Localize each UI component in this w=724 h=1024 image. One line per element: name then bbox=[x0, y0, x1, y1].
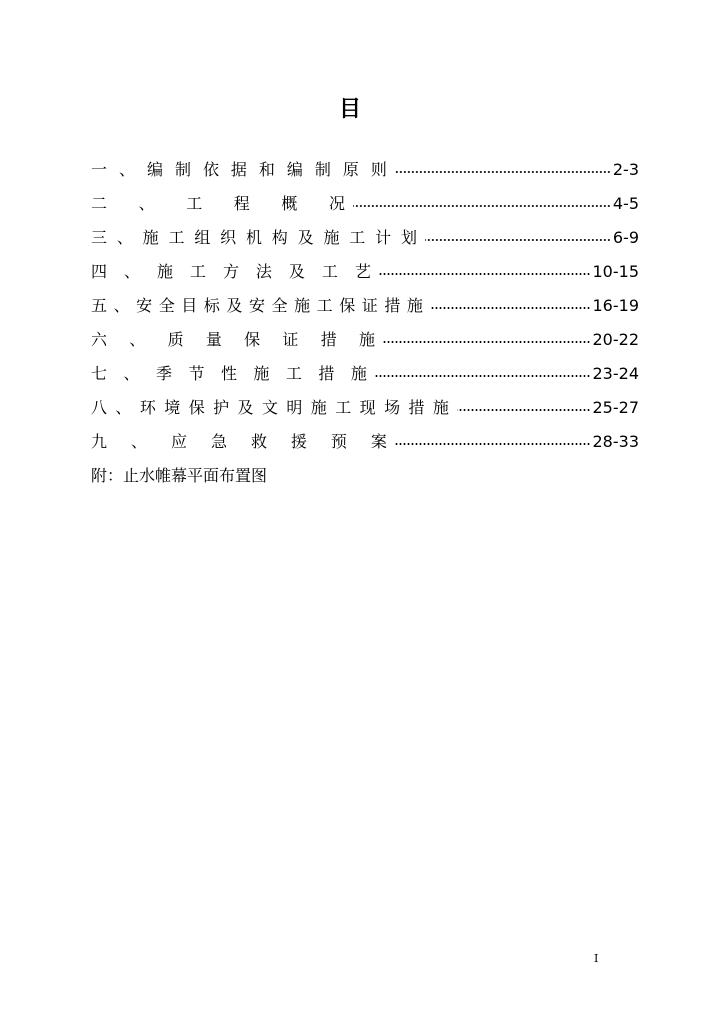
toc-entry-page: 6-9 bbox=[612, 228, 639, 247]
toc-entry[interactable] bbox=[91, 259, 639, 293]
toc-entry-label: 二 、 工 程 概 况 bbox=[91, 194, 345, 213]
toc-entry-page: 23-24 bbox=[592, 364, 639, 383]
toc-entry[interactable] bbox=[91, 395, 639, 429]
toc-entry[interactable] bbox=[91, 429, 639, 463]
toc-leader-dots bbox=[383, 327, 591, 345]
toc-leader-dots bbox=[431, 293, 591, 311]
toc-entry[interactable] bbox=[91, 361, 639, 395]
appendix-entry[interactable]: 附：止水帷幕平面布置图 bbox=[91, 466, 268, 485]
toc-leader-dots bbox=[425, 225, 611, 243]
toc-entry-page: 4-5 bbox=[612, 194, 639, 213]
toc-leader-dots bbox=[395, 429, 591, 447]
toc-entry-label: 八 、 环 境 保 护 及 文 明 施 工 现 场 措 施 bbox=[91, 398, 449, 417]
toc-leader-dots bbox=[395, 157, 611, 175]
toc-entry-label: 一 、 编 制 依 据 和 编 制 原 则 bbox=[91, 160, 387, 179]
toc-leader-dots bbox=[457, 395, 591, 413]
toc-entry-page: 10-15 bbox=[592, 262, 639, 281]
toc-entry[interactable] bbox=[91, 293, 639, 327]
toc-entry-page: 16-19 bbox=[592, 296, 639, 315]
toc-entry-label: 九 、 应 急 救 援 预 案 bbox=[91, 432, 387, 451]
toc-entry-page: 20-22 bbox=[592, 330, 639, 349]
toc-leader-dots bbox=[375, 361, 591, 379]
toc-entry-label: 三 、 施 工 组 织 机 构 及 施 工 计 划 bbox=[91, 228, 417, 247]
toc-entry[interactable] bbox=[91, 157, 639, 191]
toc-entry[interactable] bbox=[91, 327, 639, 361]
toc-leader-dots bbox=[379, 259, 591, 277]
table-of-contents bbox=[91, 157, 639, 493]
toc-entry-label: 四 、 施 工 方 法 及 工 艺 bbox=[91, 262, 371, 281]
toc-entry-page: 25-27 bbox=[592, 398, 639, 417]
toc-entry-label: 五 、 安 全 目 标 及 安 全 施 工 保 证 措 施 bbox=[91, 296, 423, 315]
toc-entry-label: 七 、 季 节 性 施 工 措 施 bbox=[91, 364, 367, 383]
toc-entry-label: 六 、 质 量 保 证 措 施 bbox=[91, 330, 375, 349]
page-number: I bbox=[594, 952, 599, 965]
toc-entry-page: 2-3 bbox=[612, 160, 639, 179]
toc-entry[interactable] bbox=[91, 191, 639, 225]
toc-entry[interactable] bbox=[91, 225, 639, 259]
toc-entry-page: 28-33 bbox=[592, 432, 639, 451]
page-title: 目 bbox=[338, 97, 361, 122]
toc-leader-dots bbox=[353, 191, 611, 209]
